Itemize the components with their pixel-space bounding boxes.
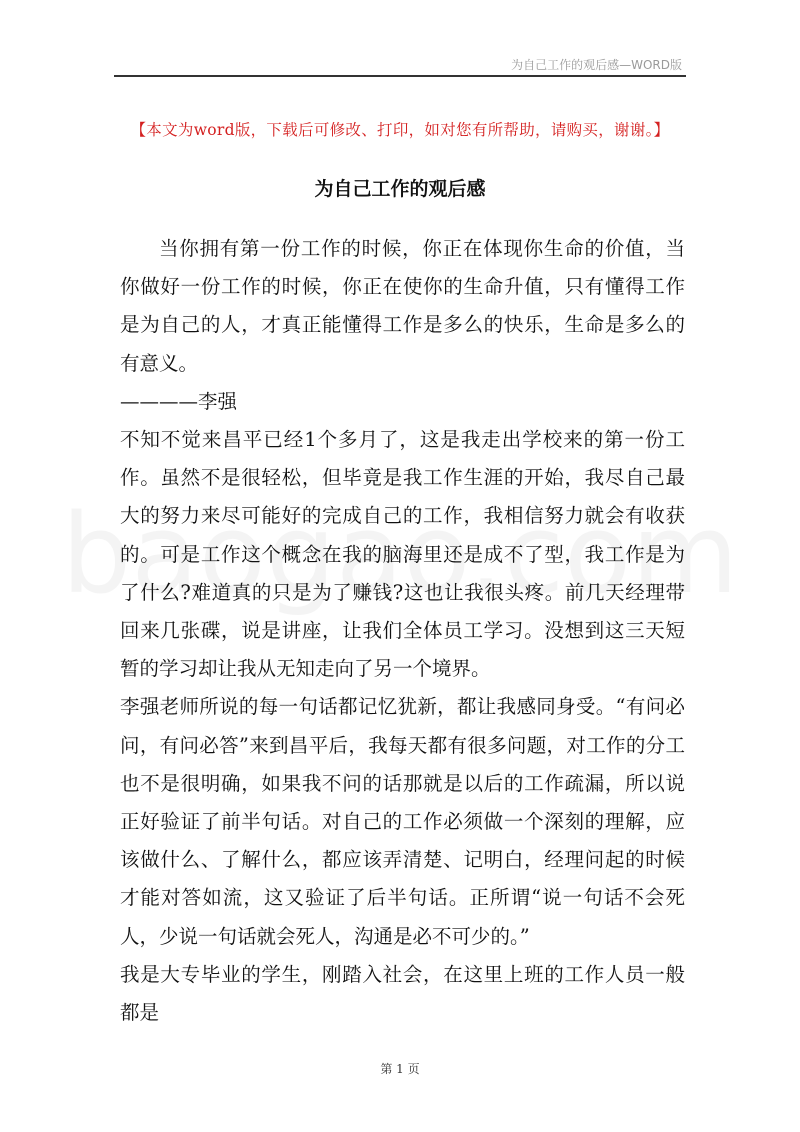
paragraph: 不知不觉来昌平已经1个多月了，这是我走出学校来的第一份工作。虽然不是很轻松，但毕竟是我工作生涯的开始，我尽自己最大的努力来尽可能好的完成自己的工作，我相信努力就会有收获的。可是工作这个概念在我的脑海里还是成不了型，我工作是为了什么?难道真的只是为了赚钱?这也让我很头疼。前几天经理带回来几张碟，说是讲座，让我们全体员工学习。没想到这三天短暂的学习却让我从无知走向了另一个境界。 (120, 428, 685, 681)
paragraph: 我是大专毕业的学生，刚踏入社会，在这里上班的工作人员一般都是 (120, 962, 685, 1025)
page-number: 第 1 页 (380, 1062, 420, 1076)
paragraph: 李强老师所说的每一句话都记忆犹新，都让我感同身受。“有问必问，有问必答”来到昌平后，我每天都有很多问题，对工作的分工也不是很明确，如果我不问的话那就是以后的工作疏漏，所以说正好验证了前半句话。对自己的工作必须做一个深刻的理解，应该做什么、了解什么，都应该弄清楚、记明白，经理问起的时候才能对答如流，这又验证了后半句话。正所谓“说一句话不会死人，少说一句话就会死人，沟通是必不可少的。” (120, 695, 685, 948)
document-body (120, 230, 685, 1032)
document-title: 为自己工作的观后感 (314, 178, 486, 200)
page-header: 为自己工作的观后感—WORD版 (511, 58, 682, 72)
header-divider (114, 75, 686, 77)
quote-attribution: ————李强 (120, 389, 238, 413)
download-notice: 【本文为word版，下载后可修改、打印，如对您有所帮助，请购买，谢谢。】 (130, 121, 670, 139)
paragraph-intro-quote: 当你拥有第一份工作的时候，你正在体现你生命的价值，当你做好一份工作的时候，你正在使你的生命升值，只有懂得工作是为自己的人，才真正能懂得工作是多么的快乐，生命是多么的有意义。 (120, 237, 685, 375)
